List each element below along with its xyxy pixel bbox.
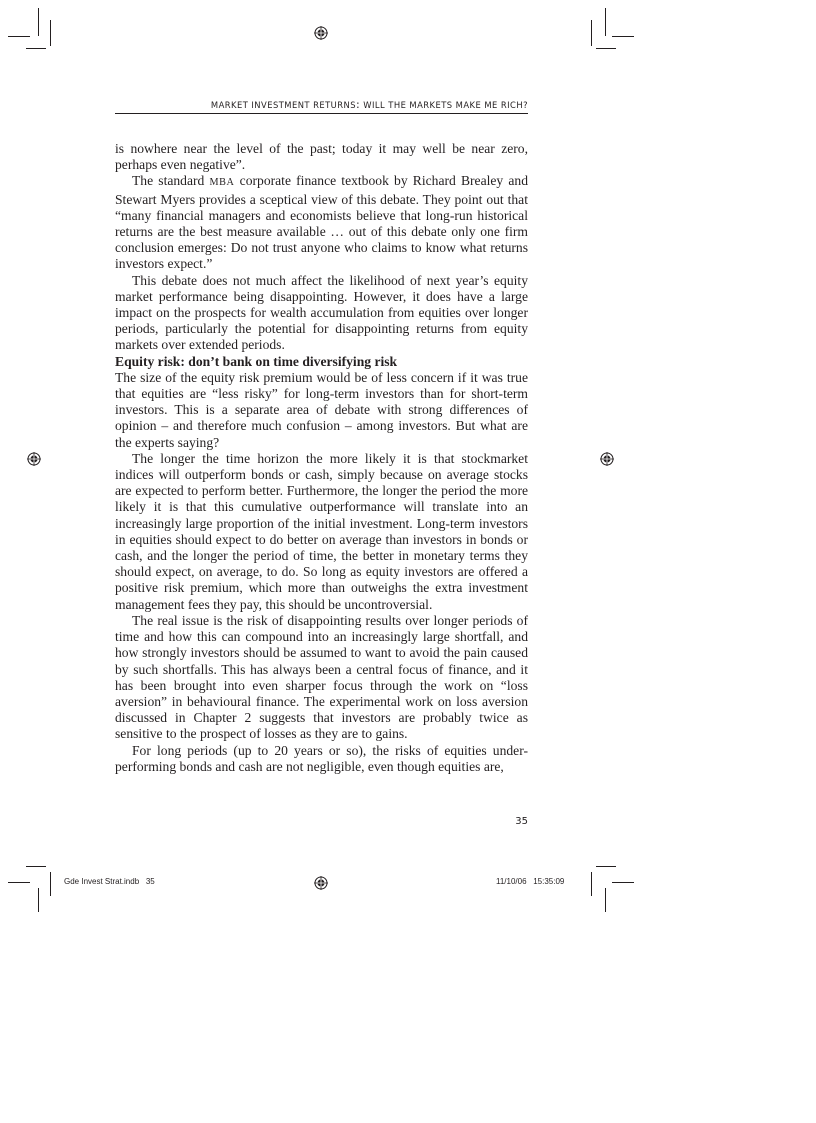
crop-mark [605,888,606,912]
crop-mark [591,872,592,896]
crop-mark [38,8,39,36]
paragraph [115,173,528,272]
crop-mark [591,20,592,46]
running-head-separator: : [356,98,361,111]
registration-mark-icon [314,26,328,40]
page-number: 35 [515,816,528,827]
crop-mark [50,20,51,46]
running-head-suffix: WILL THE MARKETS MAKE ME RICH? [360,100,528,110]
registration-mark-icon [600,452,614,466]
crop-mark [596,866,616,867]
header-rule [115,113,528,114]
crop-mark [26,866,46,867]
crop-mark [8,36,30,37]
slug-filename: Gde Invest Strat.indb 35 [64,877,155,886]
crop-mark [38,888,39,912]
paragraph: The size of the equity risk premium would be of less concern if it was true that equities are “less risky” for long-term investors than for short-term investors. This is a separate area of debate with strong differences of opinion – and therefore much confusion – among investors. But what are the experts saying? [115,369,528,450]
small-caps-abbreviation: MBA [209,177,235,189]
paragraph: is nowhere near the level of the past; today it may well be near zero, perhaps even negative”. [115,141,528,173]
crop-mark [50,872,51,896]
paragraph: The real issue is the risk of disappointing results over longer periods of time and how this can compound into an increasingly large shortfall, and how strongly investors should be assumed to want to avoid the pain caused by such shortfalls. This has always been a central focus of finance, and it has been brought into even sharper focus through the work on “loss aversion” in behavioural finance. The experimental work on loss aversion discussed in Chapter 2 suggests that investors are probably twice as sensitive to the prospect of losses as they are to gains. [115,612,528,742]
running-head [115,98,528,111]
crop-mark [596,48,616,49]
body-text [115,141,528,775]
section-heading: Equity risk: don’t bank on time diversifying risk [115,353,398,369]
crop-mark [8,882,30,883]
paragraph-text: The standard [132,173,210,189]
crop-mark [612,882,634,883]
paragraph: The longer the time horizon the more likely it is that stockmarket indices will outperform bonds or cash, simply because on average stocks are expected to perform better. Furthermore, the longer the period the more likely it is that this cumulative outperformance will translate into an increasingly large proportion of the initial investment. Long-term investors in equities should expect to do better on average than investors in bonds or cash, and the longer the period of time, the better in monetary terms they should expect, on average, to do. So long as equity investors are offered a positive risk premium, which more than outweighs the extra investment management fees they pay, this should be uncontroversial. [115,450,528,612]
slug-timestamp: 11/10/06 15:35:09 [496,877,565,886]
crop-mark [605,8,606,36]
paragraph: This debate does not much affect the likelihood of next year’s equity market performance being disappointing. However, it does have a large impact on the prospects for wealth accumulation from equities over longer periods, particularly the potential for disappointing returns from equity markets over extended periods. [115,272,528,353]
registration-mark-icon [314,876,328,890]
paragraph: For long periods (up to 20 years or so), the risks of equities under-performing bonds and cash are not negligible, even though equities are, [115,742,528,774]
crop-mark [612,36,634,37]
registration-mark-icon [27,452,41,466]
crop-mark [26,48,46,49]
paragraph-text: corporate finance textbook by Richard Brealey and Stewart Myers provides a sceptical view of this debate. They point out that “many financial managers and economists believe that long-run historical returns are the best measure available … out of this debate only one firm conclusion emerges: Do not trust anyone who claims to know what returns investors expect.” [115,173,529,272]
running-head-prefix: MARKET INVESTMENT RETURNS [210,100,356,110]
